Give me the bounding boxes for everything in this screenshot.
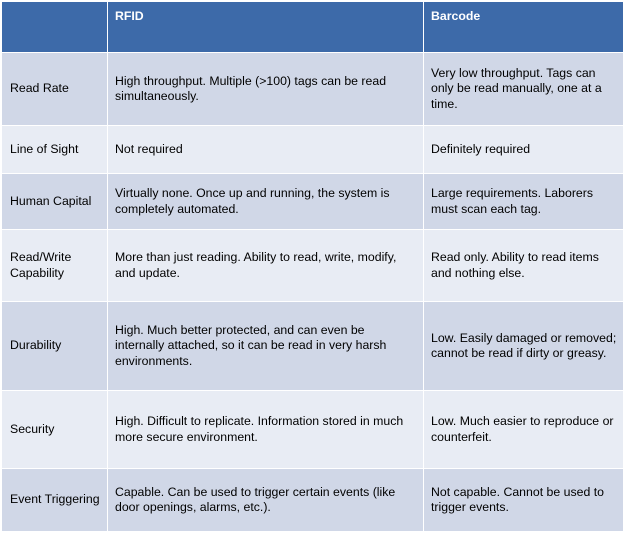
row-attribute: Security [2,391,108,469]
rfid-cell: More than just reading. Ability to read, write, modify, and update. [108,230,424,302]
barcode-cell: Definitely required [424,126,624,174]
barcode-cell: Read only. Ability to read items and nothing else. [424,230,624,302]
row-attribute: Read Rate [2,53,108,126]
header-barcode: Barcode [424,2,624,53]
rfid-cell: High. Much better protected, and can even be internally attached, so it can be read in very harsh environments. [108,302,424,391]
table-row [2,391,624,469]
row-attribute: Human Capital [2,174,108,230]
header-row [2,2,624,53]
barcode-cell: Large requirements. Laborers must scan each tag. [424,174,624,230]
barcode-cell: Very low throughput. Tags can only be read manually, one at a time. [424,53,624,126]
row-attribute: Durability [2,302,108,391]
rfid-cell: Capable. Can be used to trigger certain events (like door openings, alarms, etc.). [108,469,424,532]
table-row [2,53,624,126]
table-row [2,302,624,391]
table-row [2,174,624,230]
barcode-cell: Low. Much easier to reproduce or counterfeit. [424,391,624,469]
row-attribute: Event Triggering [2,469,108,532]
row-attribute: Read/Write Capability [2,230,108,302]
rfid-cell: High throughput. Multiple (>100) tags can be read simultaneously. [108,53,424,126]
row-attribute: Line of Sight [2,126,108,174]
rfid-cell: Not required [108,126,424,174]
barcode-cell: Not capable. Cannot be used to trigger events. [424,469,624,532]
rfid-cell: Virtually none. Once up and running, the system is completely automated. [108,174,424,230]
table-row [2,230,624,302]
comparison-table [1,1,624,532]
rfid-cell: High. Difficult to replicate. Information stored in much more secure environment. [108,391,424,469]
header-rfid: RFID [108,2,424,53]
table-row [2,469,624,532]
table-row [2,126,624,174]
header-attribute [2,2,108,53]
barcode-cell: Low. Easily damaged or removed; cannot be read if dirty or greasy. [424,302,624,391]
